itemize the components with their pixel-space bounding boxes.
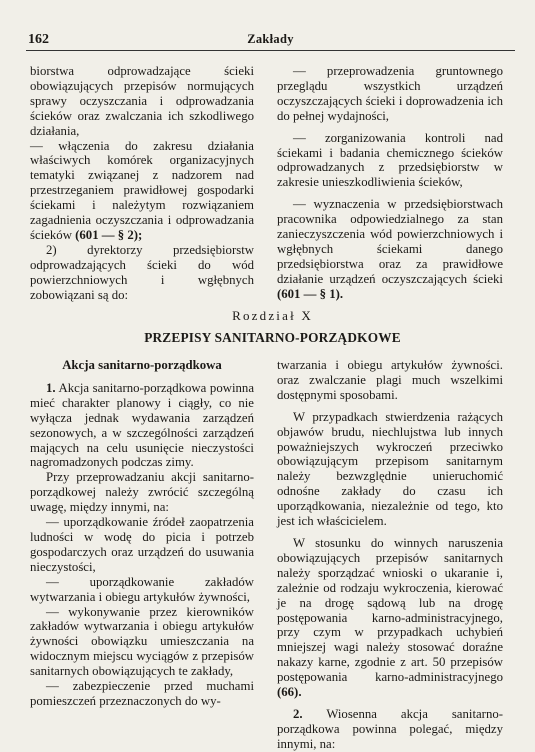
list-item: — uporządkowanie zakładów wytwarzania i obiegu artykułów żywności, xyxy=(30,574,254,604)
citation: (601 — § 2); xyxy=(75,227,143,242)
paragraph: twarzania i obiegu artykułów żywności. oraz zwalczanie plagi much wszelkimi dostępnymi sposobami. xyxy=(277,358,503,402)
paragraph: Przy przeprowadzaniu akcji sanitarno-porządkowej należy zwrócić szczególną uwagę, między innymi, na: xyxy=(30,470,254,515)
paragraph: 2) dyrektorzy przedsiębiorstw odprowadzających ścieki do wód powierzchniowych i wgłębnych zobowiązani są do: xyxy=(30,242,254,302)
paragraph: — przeprowadzenia gruntownego przeglądu wszystkich urządzeń oczyszczających ścieki i doprowadzenia ich do pełnej wydajności, xyxy=(277,64,503,123)
paragraph-text: W stosunku do winnych naruszenia obowiązujących przepisów sanitarnych należy sporządzać wnioski o ukaranie i, zależnie od rodzaju wykroczenia, kierować je na drogę sądową lub na drogę postępowania karno-administracyjnego, przy czym w przypadkach uchybień mniejszej wagi należy stosować doraźne nakazy karne, zgodnie z art. 50 przepisów postępowania karno-administracyjnego xyxy=(277,535,503,685)
paragraph: W przypadkach stwierdzenia rażących objawów brudu, niechlujstwa lub innych poważniejszych wykroczeń przeciwko obowiązującym przepisom sanitarnym należy bezwzględnie unieruchomić odnośne zakłady do czasu ich uporządkowania, niezależnie od tego, kto jest ich właścicielem. xyxy=(277,409,503,529)
paragraph: biorstwa odprowadzające ścieki obowiązujących przepisów normujących sprawy oczyszczania i odprowadzania ścieków oraz zwalczania ich szkodliwego działania, xyxy=(30,64,254,138)
page-header xyxy=(26,30,515,51)
citation: (66). xyxy=(277,685,302,700)
paragraph xyxy=(277,707,503,752)
paragraph-number: 2. xyxy=(293,706,303,721)
top-left-column xyxy=(30,64,254,303)
paragraph: — zorganizowania kontroli nad ściekami i badania chemicznego ścieków odprowadzanych z przedsiębiorstw w zakresie unieszkodliwienia ścieków, xyxy=(277,130,503,190)
list-item: — zabezpieczenie przed muchami pomieszczeń przeznaczonych do wy- xyxy=(30,679,254,708)
chapter-label: Rozdział X xyxy=(232,308,313,323)
paragraph-text: — wyznaczenia w przedsiębiorstwach pracownika odpowiedzialnego za stan zanieczyszczenia wód powierzchniowych i wgłębnych ściekami danego przedsiębiorstwa oraz za prawidłowe działanie urządzeń oczyszczających ścieki xyxy=(277,197,503,286)
paragraph-text: — włączenia do zakresu działania właściwych komórek organizacyjnych tematyki związanej z nadzorem nad przestrzeganiem prawidłowej gospodarki ściekami i należytym rozwiązaniem zagadnienia oczyszczania i odprowadzania ścieków xyxy=(30,138,254,242)
paragraph-text: Wiosenna akcja sanitarno-porządkowa powinna polegać, między innymi, na: xyxy=(277,706,503,751)
section-subheading: Akcja sanitarno-porządkowa xyxy=(62,358,222,372)
list-item: — uporządkowanie źródeł zaopatrzenia ludności w wodę do picia i potrzeb gospodarczych oraz urządzeń do usuwania nieczystości, xyxy=(30,515,254,574)
chapter-title: PRZEPISY SANITARNO-PORZĄDKOWE xyxy=(144,330,401,345)
paragraph-text: Akcja sanitarno-porządkowa powinna mieć charakter planowy i ciągły, co nie wyłącza jednak wydawania zarządzeń sezonowych, a w szczególności zarządzeń mających na celu usunięcie nieczystości nagromadzonych podczas zimy. xyxy=(30,380,254,470)
citation: (601 — § 1). xyxy=(277,286,344,301)
top-right-column xyxy=(277,64,503,302)
running-title: Zakłady xyxy=(247,32,294,46)
paragraph xyxy=(30,381,254,470)
paragraph-number: 1. xyxy=(46,380,56,395)
paragraph xyxy=(277,197,503,301)
list-item: — wykonywanie przez kierowników zakładów wytwarzania i obiegu artykułów żywności obowiązku umieszczania na widocznym miejscu wyciągów z przepisów sanitarnych obowiązujących te zakłady, xyxy=(30,604,254,679)
paragraph xyxy=(277,536,503,700)
page-number: 162 xyxy=(28,32,49,47)
bottom-right-column xyxy=(277,358,503,752)
bottom-left-column xyxy=(30,358,254,709)
paragraph xyxy=(30,139,254,243)
